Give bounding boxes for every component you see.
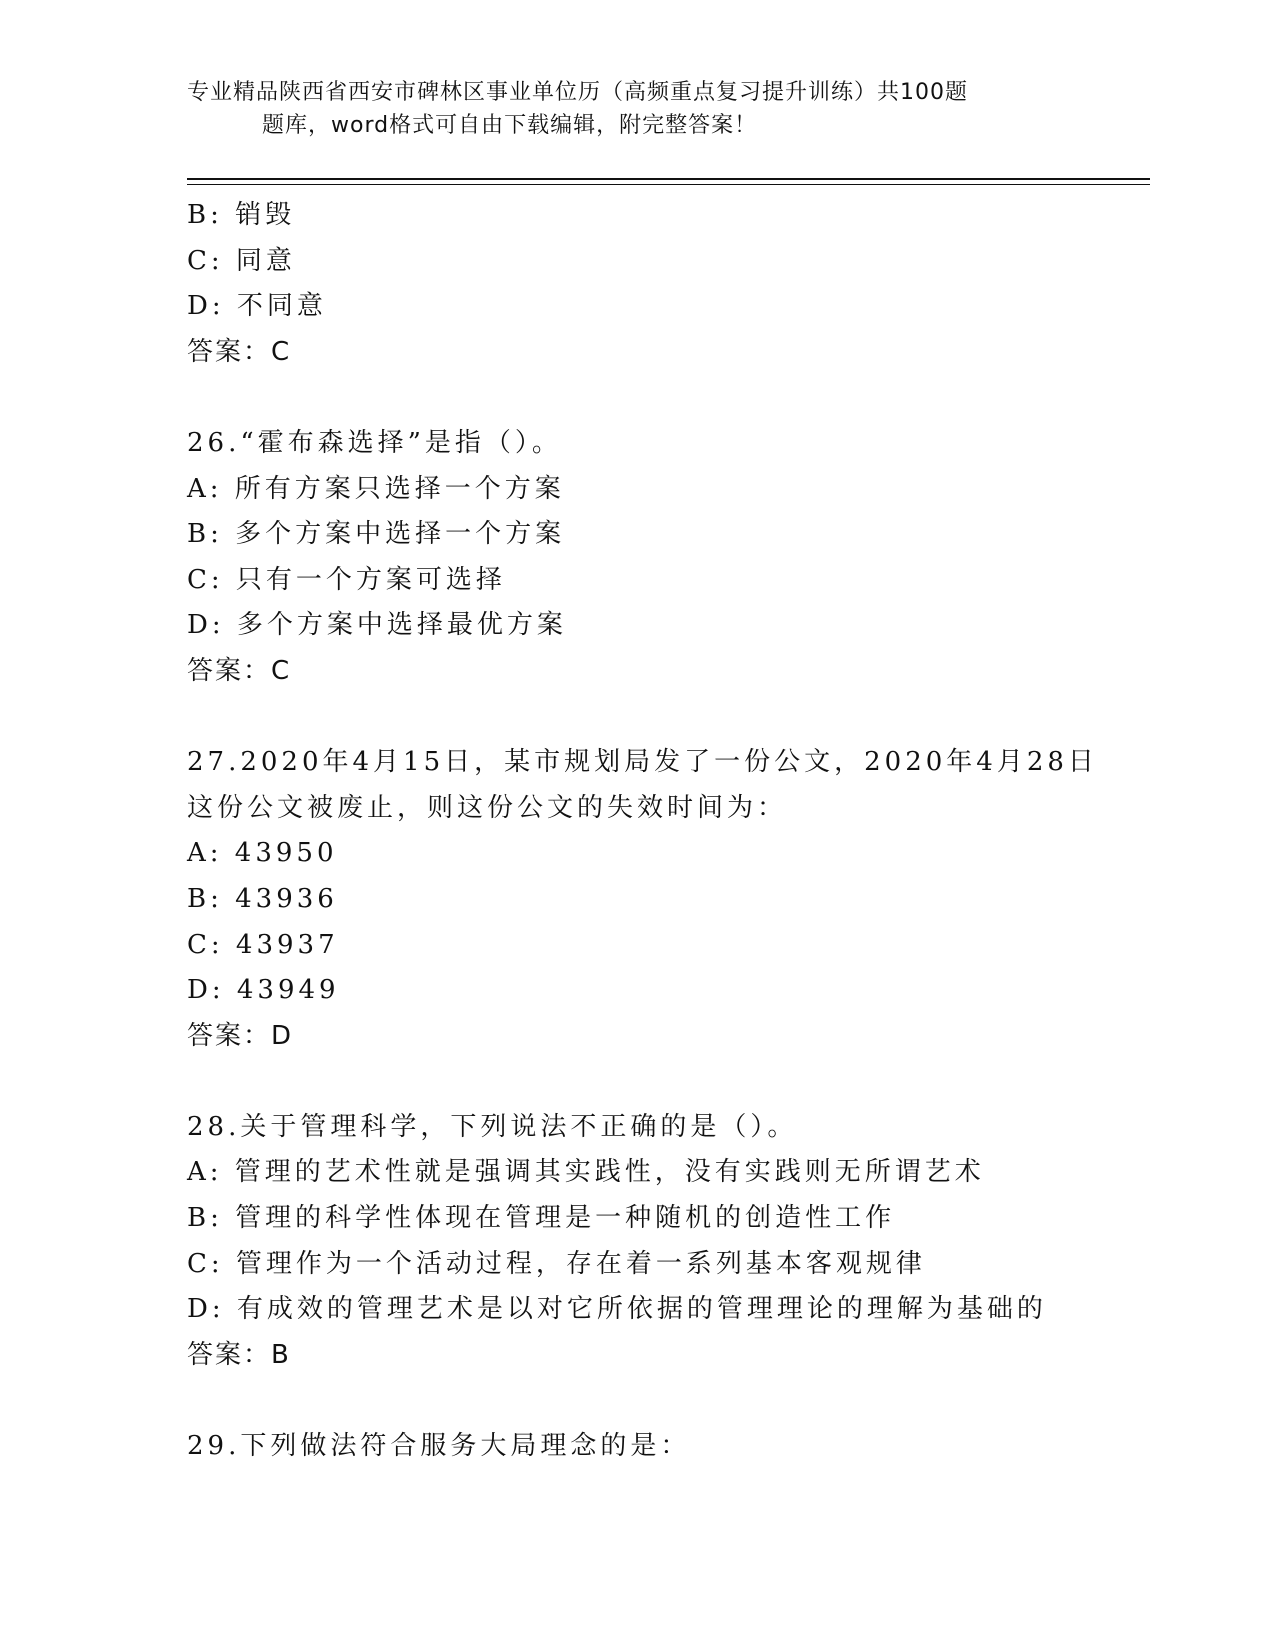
answer-line: 答案：C xyxy=(187,655,292,686)
question-28 xyxy=(187,1105,1087,1379)
option-a: A: 所有方案只选择一个方案 xyxy=(187,473,565,504)
question-stem-line1: 27.2020年4月15日，某市规划局发了一份公文，2020年4月28日 xyxy=(187,747,1098,778)
answer-line: 答案：D xyxy=(187,1020,294,1051)
option-d: D: 43949 xyxy=(187,975,340,1006)
option-b: B: 销毁 xyxy=(187,200,296,230)
question-stem: 26.“霍布森选择”是指（）。 xyxy=(187,427,562,458)
header-divider-thin xyxy=(187,184,1150,185)
answer-line: 答案：B xyxy=(187,1339,291,1370)
question-stem-line2: 这份公文被废止，则这份公文的失效时间为： xyxy=(187,792,788,823)
header-title-line2: 题库，word格式可自由下载编辑，附完整答案！ xyxy=(262,113,758,138)
question-25-tail xyxy=(187,193,1087,375)
option-c: C: 43937 xyxy=(187,929,339,960)
option-b: B: 多个方案中选择一个方案 xyxy=(187,519,566,550)
option-c: C: 同意 xyxy=(187,245,296,276)
option-b: B: 43936 xyxy=(187,883,338,914)
question-stem: 29.下列做法符合服务大局理念的是： xyxy=(187,1431,691,1462)
question-27 xyxy=(187,740,1098,1059)
document-header xyxy=(187,76,1047,142)
option-a: A: 管理的艺术性就是强调其实践性，没有实践则无所谓艺术 xyxy=(187,1157,985,1188)
answer-line: 答案：C xyxy=(187,336,292,367)
question-stem: 28.关于管理科学，下列说法不正确的是（）。 xyxy=(187,1111,798,1142)
question-26 xyxy=(187,421,1087,695)
spacer xyxy=(187,1059,1087,1105)
question-list xyxy=(187,193,1098,1470)
header-divider-thick xyxy=(187,178,1150,180)
option-d: D: 多个方案中选择最优方案 xyxy=(187,610,567,641)
option-b: B: 管理的科学性体现在管理是一种随机的创造性工作 xyxy=(187,1203,896,1234)
question-29 xyxy=(187,1424,1087,1470)
option-d: D: 有成效的管理艺术是以对它所依据的管理理论的理解为基础的 xyxy=(187,1294,1047,1325)
option-d: D: 不同意 xyxy=(187,291,327,322)
option-c: C: 只有一个方案可选择 xyxy=(187,564,506,595)
spacer xyxy=(187,695,1087,741)
spacer xyxy=(187,375,1087,421)
option-c: C: 管理作为一个活动过程，存在着一系列基本客观规律 xyxy=(187,1248,926,1279)
spacer xyxy=(187,1378,1087,1424)
header-title-line1: 专业精品陕西省西安市碑林区事业单位历（高频重点复习提升训练）共100题 xyxy=(187,80,968,105)
option-a: A: 43950 xyxy=(187,838,338,869)
